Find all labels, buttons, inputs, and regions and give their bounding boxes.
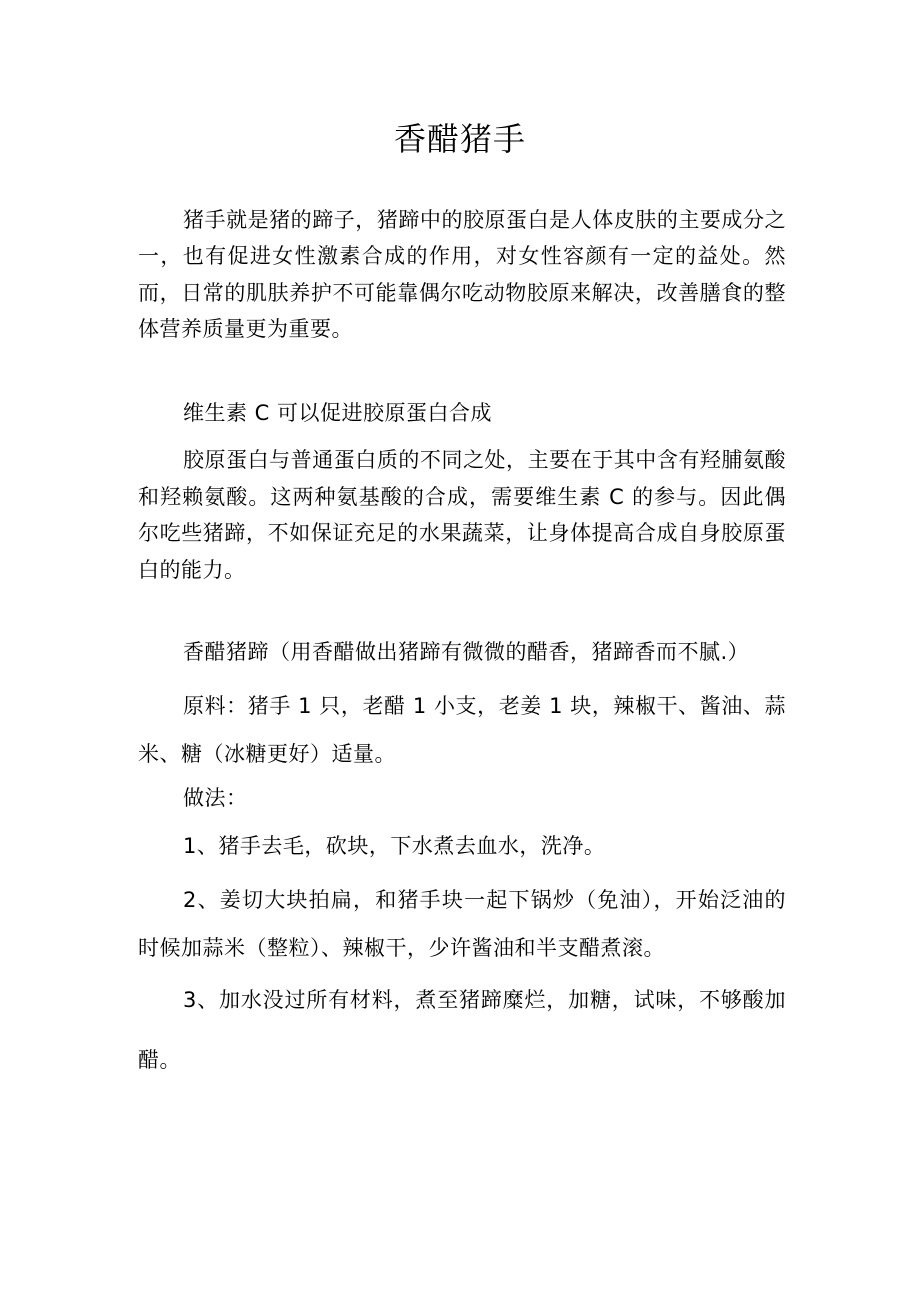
collagen-paragraph: 胶原蛋白与普通蛋白质的不同之处，主要在于其中含有羟脯氨酸和羟赖氨酸。这两种氨基酸的合成，需要维生素 C 的参与。因此偶尔吃些猪蹄，不如保证充足的水果蔬菜，让身体提高合成自身胶原蛋白的能力。	[138, 448, 786, 583]
recipe-title-paragraph: 香醋猪蹄（用香醋做出猪蹄有微微的醋香，猪蹄香而不腻.）	[183, 640, 750, 664]
intro-paragraph: 猪手就是猪的蹄子，猪蹄中的胶原蛋白是人体皮肤的主要成分之一，也有促进女性激素合成的作用，对女性容颜有一定的益处。然而，日常的肌肤养护不可能靠偶尔吃动物胶原来解决，改善膳食的整体营养质量更为重要。	[138, 208, 786, 341]
page-title: 香醋猪手	[393, 120, 526, 158]
step-3: 3、加水没过所有材料，煮至猪蹄糜烂，加糖，试味，不够酸加醋。	[138, 988, 786, 1072]
ingredients-paragraph: 原料：猪手 1 只，老醋 1 小支，老姜 1 块，辣椒干、酱油、蒜米、糖（冰糖更好）适量。	[138, 694, 786, 766]
method-heading: 做法：	[183, 786, 248, 810]
section-heading-vitamin-c: 维生素 C 可以促进胶原蛋白合成	[183, 401, 493, 425]
step-1: 1、猪手去毛，砍块，下水煮去血水，洗净。	[183, 834, 606, 858]
step-2: 2、姜切大块拍扁，和猪手块一起下锅炒（免油），开始泛油的时候加蒜米（整粒）、辣椒干，少许酱油和半支醋煮滚。	[138, 888, 786, 960]
